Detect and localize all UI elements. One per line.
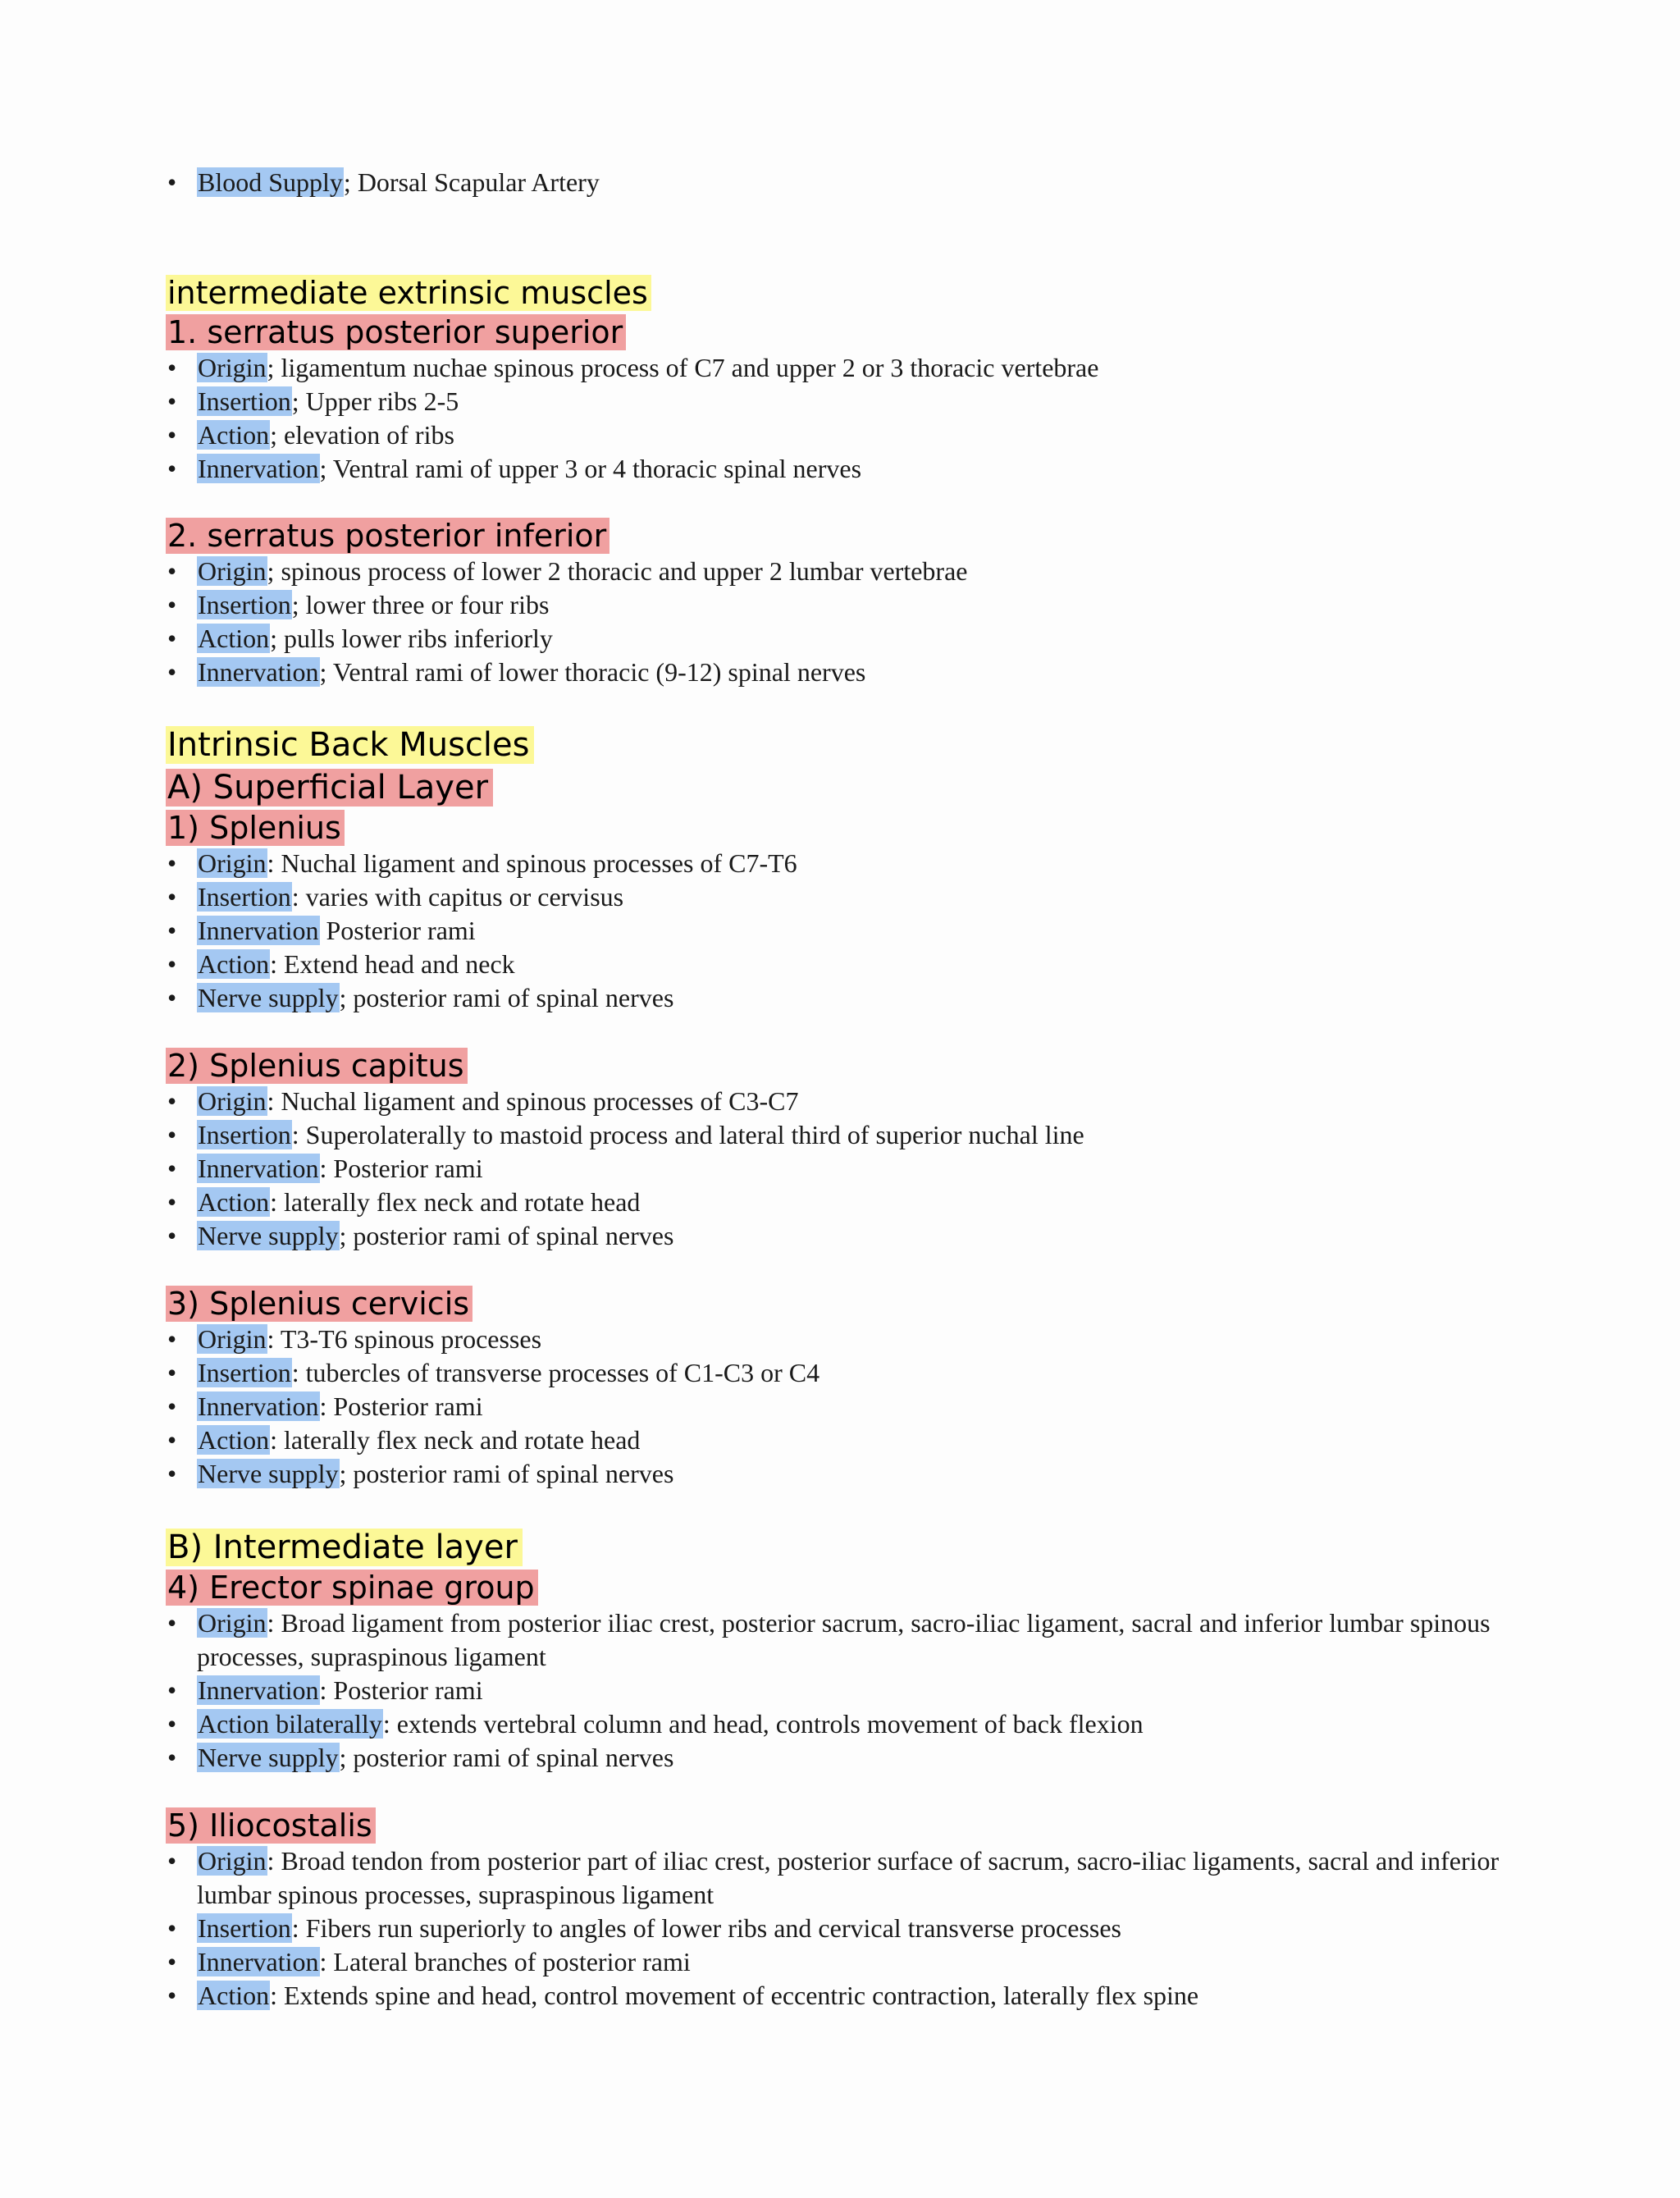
separator: ; (319, 657, 333, 687)
separator: ; (270, 624, 284, 653)
term-label: Insertion (198, 386, 291, 416)
separator: : (319, 1154, 334, 1183)
term-label: Innervation (198, 1391, 319, 1421)
item-text: Broad tendon from posterior part of iliac crest, posterior surface of sacrum, sacro-iliac ligaments, sacral and inferior lumbar spinous processes, supraspinous ligament (197, 1846, 1500, 1909)
term-label: Action (198, 420, 270, 450)
separator: : (319, 1947, 334, 1976)
item-text: Posterior rami (326, 916, 476, 945)
list-item (166, 1606, 1526, 1674)
term-label: Action bilaterally (198, 1709, 382, 1739)
separator: ; (343, 167, 358, 197)
term-label: Origin (198, 1086, 267, 1116)
muscle-title (166, 517, 1526, 555)
separator: : (319, 1675, 334, 1705)
term-label: Insertion (198, 1358, 291, 1387)
item-text: T3-T6 spinous processes (280, 1324, 542, 1354)
bullet-list (166, 1606, 1526, 1775)
term-label: Insertion (198, 882, 291, 912)
list-item (166, 1356, 1526, 1390)
term-label: Innervation (198, 657, 319, 687)
bullet-list (166, 847, 1526, 1015)
separator: ; (267, 353, 281, 382)
list-item (166, 622, 1526, 656)
item-text: Broad ligament from posterior iliac crest, posterior sacrum, sacro-iliac ligament, sacral and inferior lumbar spinous processes, supraspinous ligament (197, 1608, 1491, 1671)
term-label: Nerve supply (198, 1221, 339, 1250)
section-blood-supply (166, 166, 1526, 199)
muscle-title-text: 1. serratus posterior superior (166, 314, 626, 350)
term-label: Nerve supply (198, 1743, 339, 1772)
list-item (166, 880, 1526, 914)
item-text: tubercles of transverse processes of C1-C3 or C4 (305, 1358, 820, 1387)
item-text: lower three or four ribs (305, 590, 550, 619)
layer-heading (166, 1526, 1526, 1569)
item-text: Nuchal ligament and spinous processes of C7-T6 (281, 848, 797, 878)
muscle-title (166, 1285, 1526, 1323)
section-heading (166, 724, 1526, 766)
bullet-list (166, 351, 1526, 486)
item-text: Lateral branches of posterior rami (333, 1947, 691, 1976)
list-item (166, 166, 1526, 199)
bullet-list (166, 166, 1526, 199)
separator: : (291, 1120, 306, 1149)
list-item (166, 981, 1526, 1015)
section-iliocostalis (166, 1807, 1526, 2013)
separator: : (319, 1391, 334, 1421)
separator: : (291, 1358, 306, 1387)
separator: : (267, 1086, 281, 1116)
muscle-title-text: 2. serratus posterior inferior (166, 518, 609, 554)
separator: ; (339, 983, 354, 1012)
list-item (166, 1674, 1526, 1707)
section-serratus-posterior-inferior (166, 517, 1526, 689)
term-label: Action (198, 1187, 270, 1217)
item-text: Posterior rami (333, 1154, 483, 1183)
list-item (166, 1085, 1526, 1118)
term-label: Action (198, 949, 270, 979)
muscle-title (166, 313, 1526, 351)
list-item (166, 1945, 1526, 1979)
term-label: Blood Supply (198, 167, 343, 197)
muscle-title-text: 5) Iliocostalis (166, 1807, 376, 1844)
muscle-title (166, 1047, 1526, 1085)
item-text: posterior rami of spinal nerves (353, 1221, 674, 1250)
list-item (166, 1219, 1526, 1253)
heading-text: intermediate extrinsic muscles (166, 275, 651, 311)
item-text: Dorsal Scapular Artery (357, 167, 600, 197)
separator: ; (267, 556, 281, 586)
term-label: Origin (198, 1324, 267, 1354)
item-text: posterior rami of spinal nerves (353, 1743, 674, 1772)
item-text: pulls lower ribs inferiorly (283, 624, 553, 653)
list-item (166, 847, 1526, 880)
list-item (166, 1423, 1526, 1457)
bullet-list (166, 1085, 1526, 1253)
muscle-title (166, 1569, 1526, 1606)
term-label: Innervation (198, 1947, 319, 1976)
item-text: Extend head and neck (283, 949, 515, 979)
item-text: spinous process of lower 2 thoracic and upper 2 lumbar vertebrae (281, 556, 968, 586)
list-item (166, 948, 1526, 981)
term-label: Innervation (198, 916, 319, 945)
term-label: Insertion (198, 1120, 291, 1149)
item-text: laterally flex neck and rotate head (283, 1187, 641, 1217)
separator: ; (319, 454, 333, 483)
separator: : (270, 949, 284, 979)
layer-heading (166, 766, 1526, 809)
list-item (166, 1186, 1526, 1219)
list-item (166, 1741, 1526, 1775)
item-text: posterior rami of spinal nerves (353, 983, 674, 1012)
item-text: Extends spine and head, control movement of eccentric contraction, laterally flex spine (283, 1981, 1199, 2010)
separator: : (270, 1981, 284, 2010)
term-label: Insertion (198, 590, 291, 619)
separator: : (291, 1913, 306, 1943)
muscle-title-text: 2) Splenius capitus (166, 1048, 468, 1084)
item-text: Ventral rami of lower thoracic (9-12) spinal nerves (332, 657, 866, 687)
bullet-list (166, 1844, 1526, 2013)
separator: : (267, 1846, 281, 1876)
list-item (166, 1390, 1526, 1423)
term-label: Origin (198, 556, 267, 586)
separator: ; (339, 1221, 354, 1250)
item-text: Fibers run superiorly to angles of lower ribs and cervical transverse processes (305, 1913, 1121, 1943)
list-item (166, 1323, 1526, 1356)
term-label: Action (198, 624, 270, 653)
item-text: laterally flex neck and rotate head (283, 1425, 641, 1455)
term-label: Origin (198, 848, 267, 878)
item-text: Posterior rami (333, 1391, 483, 1421)
list-item (166, 1912, 1526, 1945)
muscle-title-text: 1) Splenius (166, 810, 345, 846)
item-text: Ventral rami of upper 3 or 4 thoracic spinal nerves (332, 454, 862, 483)
section-intermediate-layer (166, 1526, 1526, 1775)
term-label: Action (198, 1425, 270, 1455)
list-item (166, 1707, 1526, 1741)
list-item (166, 656, 1526, 689)
list-item (166, 1979, 1526, 2013)
term-label: Origin (198, 1846, 267, 1876)
term-label: Origin (198, 353, 267, 382)
term-label: Nerve supply (198, 1459, 339, 1488)
separator: ; (339, 1743, 354, 1772)
muscle-title (166, 1807, 1526, 1844)
item-text: Nuchal ligament and spinous processes of C3-C7 (281, 1086, 799, 1116)
item-text: elevation of ribs (283, 420, 454, 450)
separator: : (267, 848, 281, 878)
term-label: Innervation (198, 454, 319, 483)
list-item (166, 1118, 1526, 1152)
list-item (166, 1457, 1526, 1491)
item-text: ligamentum nuchae spinous process of C7 and upper 2 or 3 thoracic vertebrae (281, 353, 1099, 382)
item-text: posterior rami of spinal nerves (353, 1459, 674, 1488)
item-text: varies with capitus or cervisus (305, 882, 624, 912)
layer-heading-text: B) Intermediate layer (166, 1529, 523, 1566)
list-item (166, 1152, 1526, 1186)
separator: ; (291, 386, 306, 416)
list-item (166, 351, 1526, 385)
list-item (166, 1844, 1526, 1912)
separator: : (270, 1425, 284, 1455)
bullet-list (166, 1323, 1526, 1491)
item-text: Upper ribs 2-5 (305, 386, 459, 416)
list-item (166, 555, 1526, 588)
term-label: Innervation (198, 1675, 319, 1705)
separator: ; (270, 420, 284, 450)
muscle-title-text: 4) Erector spinae group (166, 1570, 538, 1606)
section-splenius-capitus (166, 1047, 1526, 1253)
section-intermediate-extrinsic (166, 272, 1526, 486)
item-text: Superolaterally to mastoid process and lateral third of superior nuchal line (305, 1120, 1084, 1149)
list-item (166, 452, 1526, 486)
muscle-title-text: 3) Splenius cervicis (166, 1286, 472, 1322)
term-label: Insertion (198, 1913, 291, 1943)
term-label: Innervation (198, 1154, 319, 1183)
list-item (166, 914, 1526, 948)
separator: : (382, 1709, 397, 1739)
term-label: Action (198, 1981, 270, 2010)
heading-text: Intrinsic Back Muscles (166, 726, 534, 764)
separator: ; (291, 590, 306, 619)
section-intrinsic (166, 724, 1526, 1015)
section-splenius-cervicis (166, 1285, 1526, 1491)
separator: : (267, 1608, 281, 1638)
list-item (166, 385, 1526, 418)
section-heading (166, 272, 1526, 313)
term-label: Nerve supply (198, 983, 339, 1012)
item-text: Posterior rami (333, 1675, 483, 1705)
layer-heading-text: A) Superficial Layer (166, 769, 493, 807)
item-text: extends vertebral column and head, controls movement of back flexion (396, 1709, 1144, 1739)
list-item (166, 588, 1526, 622)
separator (320, 916, 326, 945)
separator: : (291, 882, 306, 912)
separator: ; (339, 1459, 354, 1488)
bullet-list (166, 555, 1526, 689)
list-item (166, 418, 1526, 452)
muscle-title (166, 809, 1526, 847)
separator: : (270, 1187, 284, 1217)
term-label: Origin (198, 1608, 267, 1638)
separator: : (267, 1324, 281, 1354)
